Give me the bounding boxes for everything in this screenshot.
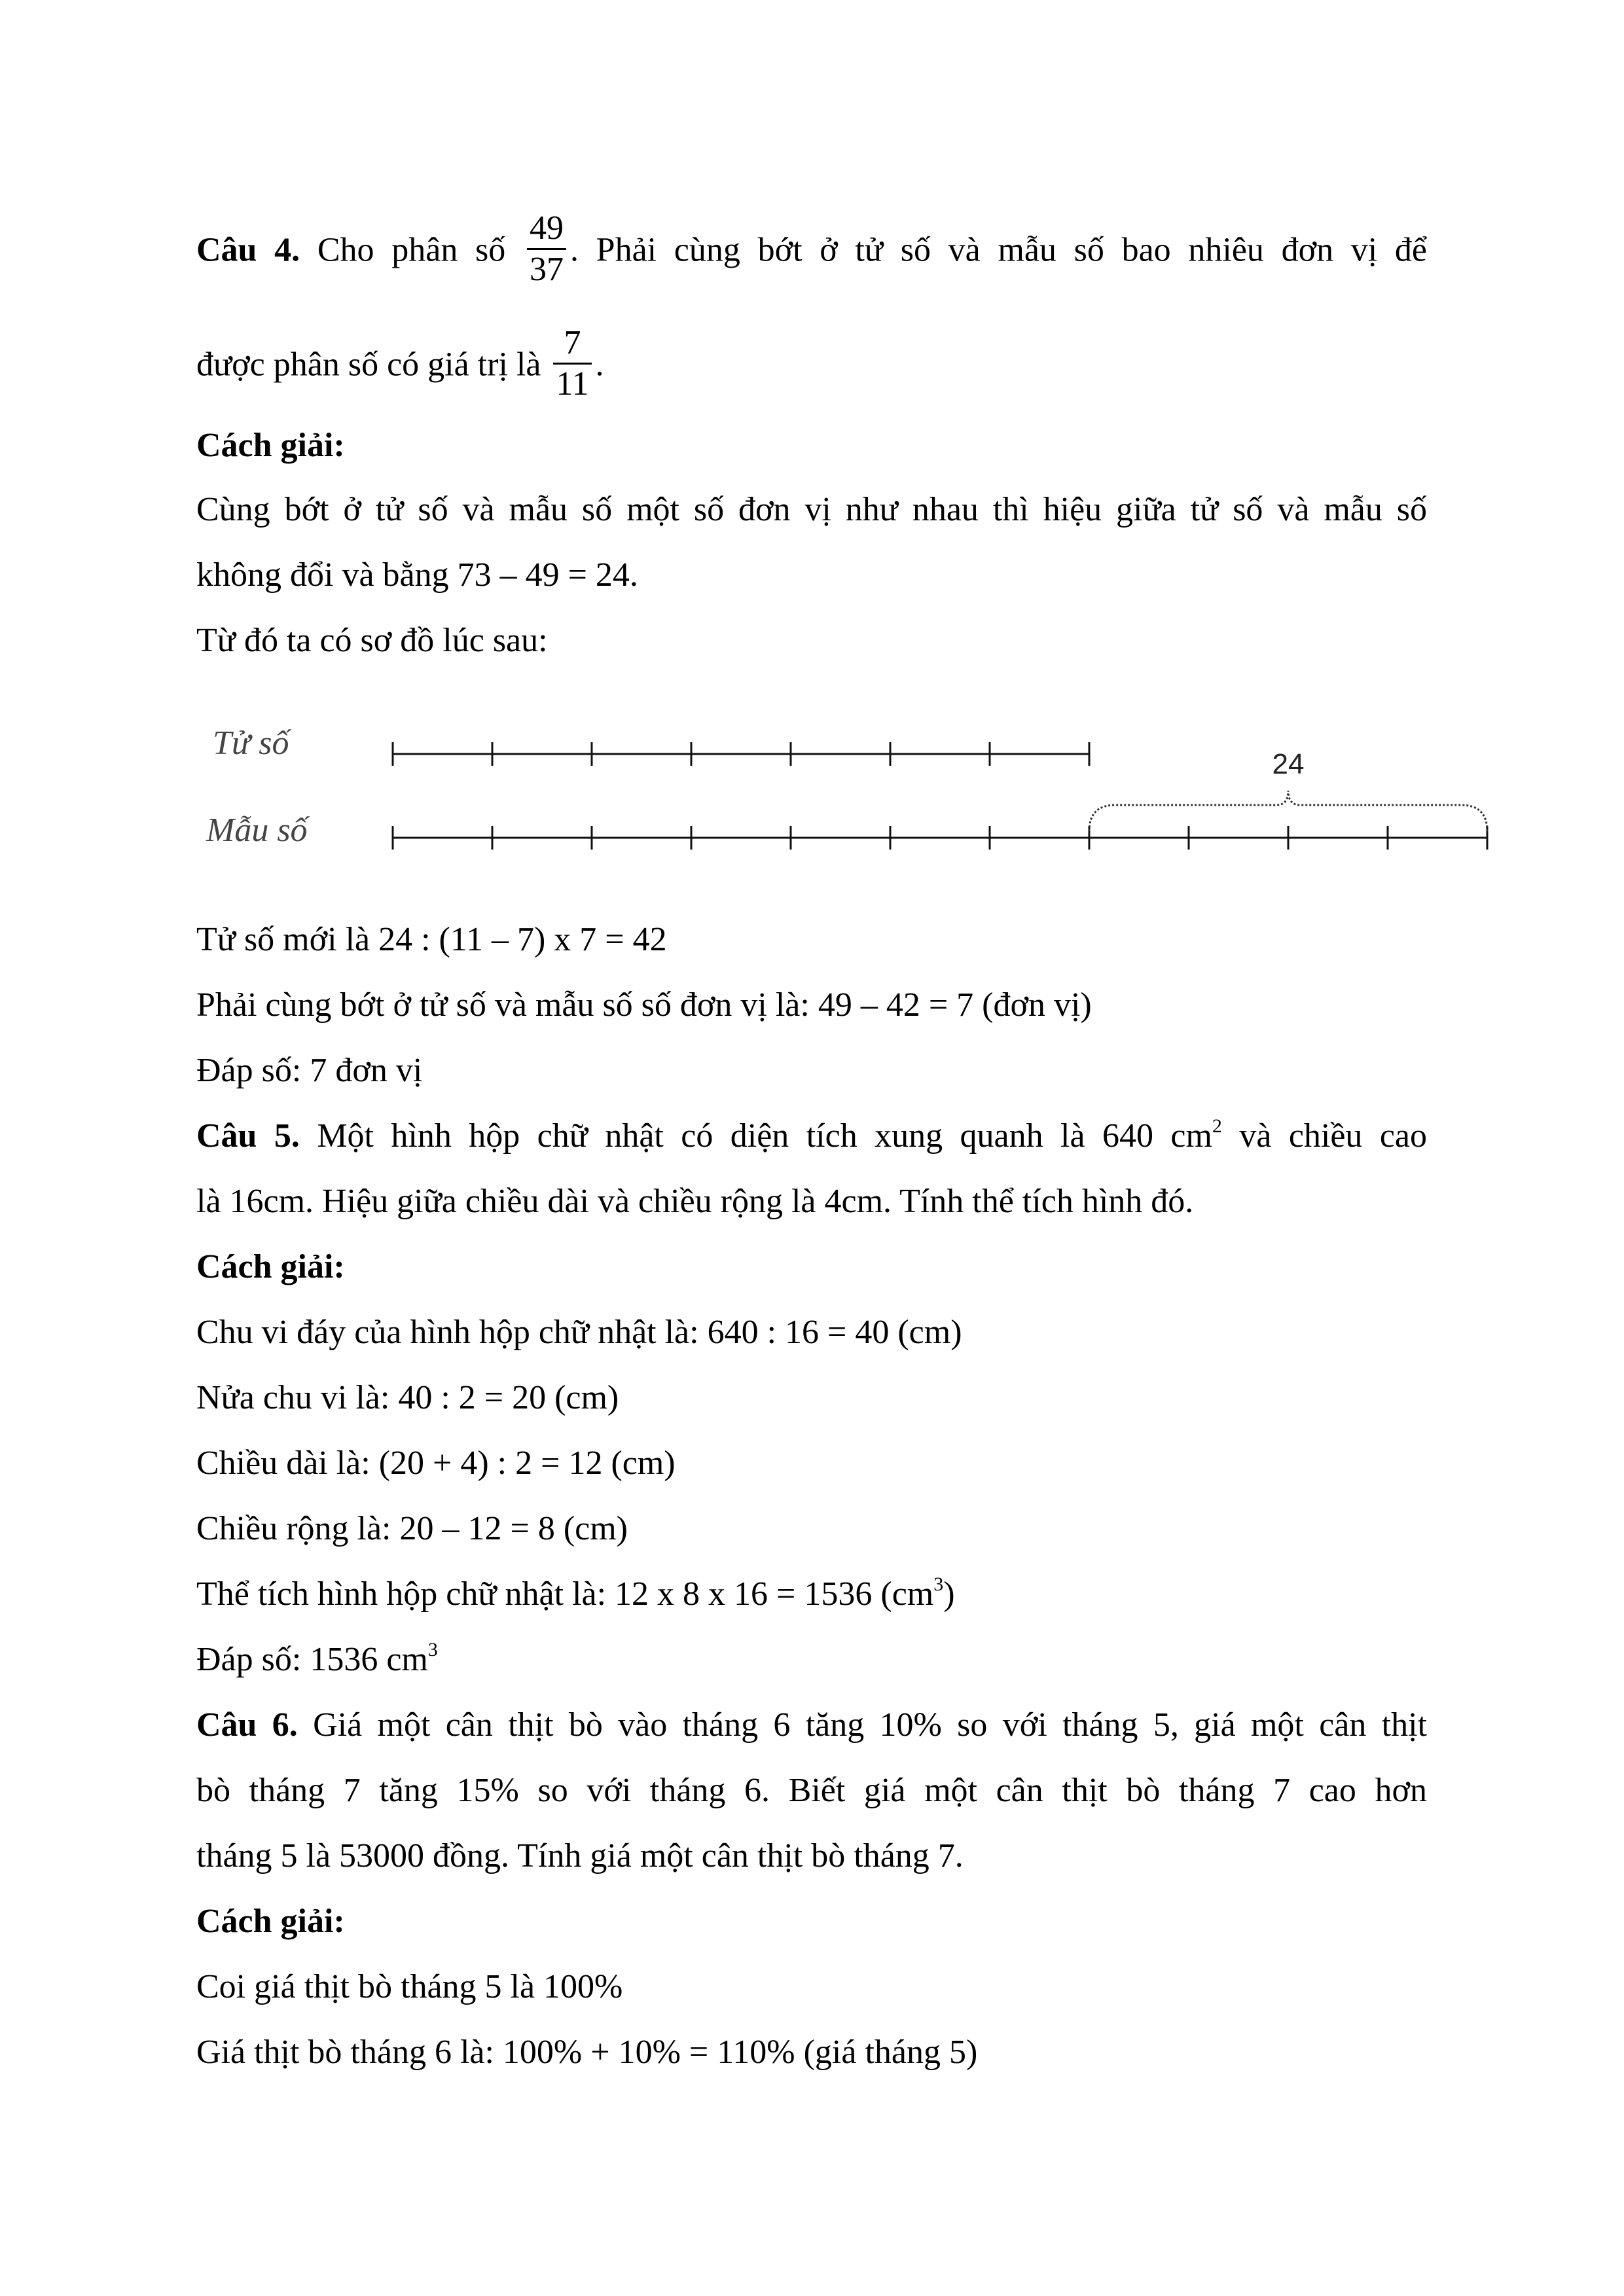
q4-sol-4: Tử số mới là 24 : (11 – 7) x 7 = 42 bbox=[196, 921, 667, 958]
q6-line-3: tháng 5 là 53000 đồng. Tính giá một cân thịt bò tháng 7. bbox=[196, 1837, 964, 1874]
q5-line-2: là 16cm. Hiệu giữa chiều dài và chiều rộng là 4cm. Tính thể tích hình đó. bbox=[196, 1183, 1194, 1220]
q6-line-1-text: Giá một cân thịt bò vào tháng 6 tăng 10% so với tháng 5, giá một cân thịt bbox=[313, 1706, 1428, 1744]
q5-sol-5 bbox=[196, 1574, 1427, 1615]
q5-solution-label-text: Cách giải: bbox=[196, 1248, 345, 1285]
q4-frac1-num: 49 bbox=[527, 209, 566, 250]
q4-frac1-den: 37 bbox=[529, 251, 564, 288]
q4-fraction-49-37 bbox=[527, 209, 566, 289]
q5-sol-4: Chiều rộng là: 20 – 12 = 8 (cm) bbox=[196, 1510, 628, 1547]
q5-exp-3: 3 bbox=[933, 1573, 944, 1595]
difference-label: 24 bbox=[1272, 748, 1305, 780]
q5-sol-5-a: Thể tích hình hộp chữ nhật là: 12 x 8 x 16 = 1536 ( bbox=[196, 1575, 892, 1613]
q4-text-c: được phân số có giá trị là bbox=[196, 346, 541, 384]
q6-solution-label-text: Cách giải: bbox=[196, 1903, 345, 1940]
q6-solution-label bbox=[196, 1901, 1427, 1942]
q5-unit-a: cm bbox=[1170, 1117, 1212, 1155]
q4-text-d: . bbox=[595, 346, 604, 384]
q4-fraction-7-11 bbox=[553, 323, 591, 404]
q4-sol-2: không đổi và bằng 73 – 49 = 24. bbox=[196, 556, 638, 594]
q5-unit-cm2 bbox=[1170, 1117, 1222, 1155]
q6-label: Câu 6. bbox=[196, 1706, 298, 1744]
q5-text-a: Một hình hộp chữ nhật có diện tích xung quanh là 640 bbox=[317, 1117, 1153, 1155]
q5-label: Câu 5. bbox=[196, 1117, 300, 1155]
q5-line-1 bbox=[196, 1116, 1427, 1157]
q4-sol-1: Cùng bớt ở tử số và mẫu số một số đơn vị như nhau thì hiệu giữa tử số và mẫu số bbox=[196, 491, 1427, 528]
difference-brace bbox=[1089, 791, 1487, 831]
q4-text-b: . Phải cùng bớt ở tử số và mẫu số bao nhiêu đơn vị để bbox=[569, 231, 1428, 269]
q4-sol-5: Phải cùng bớt ở tử số và mẫu số số đơn vị là: 49 – 42 = 7 (đơn vị) bbox=[196, 986, 1092, 1024]
q4-solution-label bbox=[196, 425, 1427, 466]
denominator-bar bbox=[393, 826, 1487, 850]
q4-answer: Đáp số: 7 đơn vị bbox=[196, 1052, 423, 1089]
q5-answer-unit: cm bbox=[386, 1641, 428, 1678]
q5-text-b: và chiều cao bbox=[1239, 1117, 1427, 1155]
q5-sol-5-unit: cm bbox=[892, 1575, 934, 1613]
q5-answer-a: Đáp số: 1536 bbox=[196, 1641, 378, 1678]
q5-solution-label bbox=[196, 1247, 1427, 1287]
diagram-label-denominator: Mẫu số bbox=[206, 812, 308, 849]
q4-label: Câu 4. bbox=[196, 231, 300, 269]
q4-solution-label-text: Cách giải: bbox=[196, 427, 345, 464]
q5-sol-3: Chiều dài là: (20 + 4) : 2 = 12 (cm) bbox=[196, 1444, 676, 1482]
q5-answer-exp: 3 bbox=[427, 1639, 438, 1660]
q4-line-2 bbox=[196, 324, 1427, 408]
q6-line-2: bò tháng 7 tăng 15% so với tháng 6. Biết giá một cân thịt bò tháng 7 cao hơn bbox=[196, 1772, 1427, 1809]
q5-sol-1: Chu vi đáy của hình hộp chữ nhật là: 640 : 16 = 40 (cm) bbox=[196, 1314, 962, 1351]
q5-exp-2: 2 bbox=[1212, 1115, 1222, 1137]
numerator-bar bbox=[393, 742, 1089, 766]
q5-sol-2: Nửa chu vi là: 40 : 2 = 20 (cm) bbox=[196, 1379, 619, 1416]
q4-frac2-den: 11 bbox=[556, 365, 589, 403]
q4-frac2-num: 7 bbox=[553, 323, 591, 365]
q5-answer bbox=[196, 1640, 1427, 1680]
diagram-label-numerator: Tử số bbox=[213, 725, 289, 762]
segment-diagram bbox=[196, 707, 1512, 884]
q4-line-1 bbox=[196, 209, 1428, 293]
q6-sol-1: Coi giá thịt bò tháng 5 là 100% bbox=[196, 1968, 623, 2005]
q4-text-a: Cho phân số bbox=[317, 231, 506, 269]
q6-sol-2: Giá thịt bò tháng 6 là: 100% + 10% = 110% (giá tháng 5) bbox=[196, 2034, 978, 2071]
q5-sol-5-b: ) bbox=[943, 1575, 955, 1613]
q6-line-1 bbox=[196, 1705, 1427, 1746]
q4-sol-3: Từ đó ta có sơ đồ lúc sau: bbox=[196, 622, 548, 659]
